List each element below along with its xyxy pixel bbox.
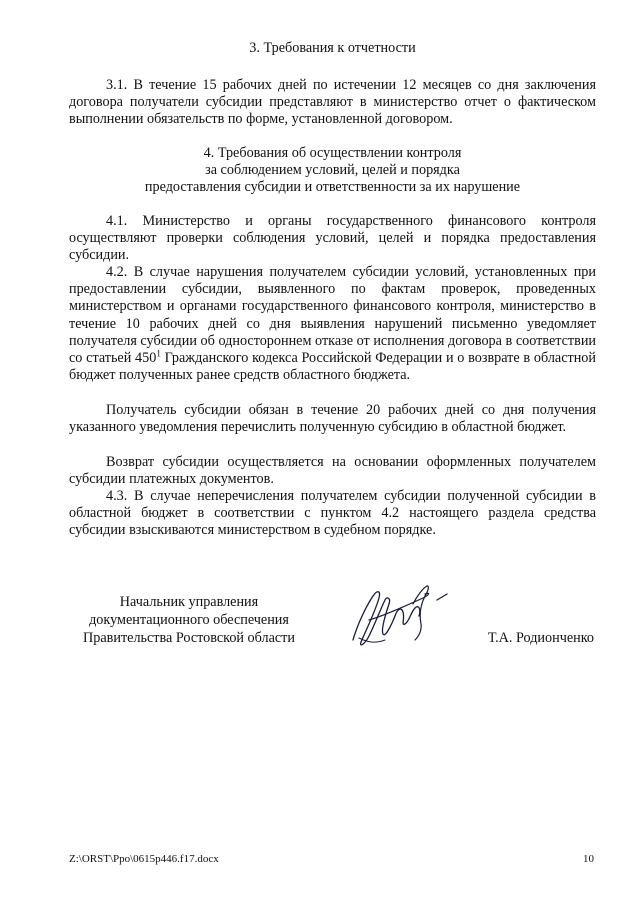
paragraph-obligation: Получатель субсидии обязан в течение 20 рабочих дней со дня получения указанного уведомления перечислить полученную субсидию в областной бюджет.: [69, 402, 596, 436]
paragraph-3-1: 3.1. В течение 15 рабочих дней по истечении 12 месяцев со дня заключения договора получатели субсидии представляют в министерство отчет о фактическом выполнении обязательств по форме, установленной договором.: [69, 77, 596, 128]
signatory-title-line-3: Правительства Ростовской области: [83, 630, 295, 646]
signature-block: [69, 593, 596, 653]
section-4-title-line-3: предоставления субсидии и ответственности за их нарушение: [144, 179, 521, 195]
paragraph-4-2-text-a: 4.2. В случае нарушения получателем субсидии условий, установленных при предоставлении субсидии, выявленного по фактам проверок, проведенных министерством и органами государственного финансового контроля, министерство в течение 10 рабочих дней со дня выявления нарушений письменно уведомляет получателя субсидии об одностороннем отказе от исполнения договора в соответствии со статьей 450: [69, 264, 596, 367]
section-4-title-line-1: 4. Требования об осуществлении контроля: [203, 145, 462, 161]
paragraph-4-3: 4.3. В случае неперечисления получателем субсидии полученной субсидии в областной бюджет в соответствии с пунктом 4.2 настоящего раздела средства субсидии взыскиваются министерством в судебном порядке.: [69, 488, 596, 539]
section-4-title-line-2: за соблюдением условий, целей и порядка: [205, 162, 460, 178]
article-superscript: 1: [156, 348, 161, 359]
section-4-heading: [69, 145, 596, 196]
paragraph-4-1: 4.1. Министерство и органы государственного финансового контроля осуществляют проверки соблюдения условий, целей и порядка предоставления субсидии.: [69, 213, 596, 264]
section-3-title: 3. Требования к отчетности: [249, 40, 416, 56]
section-3-heading: [69, 40, 596, 57]
handwritten-signature-icon: [339, 578, 459, 658]
paragraph-return: Возврат субсидии осуществляется на основании оформленных получателем субсидии платежных документов.: [69, 454, 596, 488]
signatory-title-line-1: Начальник управления: [119, 594, 259, 610]
footer-file-path: Z:\ORST\Ppo\0615p446.f17.docx: [69, 853, 219, 865]
signatory-title-line-2: документационного обеспечения: [89, 612, 289, 628]
paragraph-4-2-text-b: Гражданского кодекса Российской Федерации и о возврате в областной бюджет полученных ранее средств областного бюджета.: [69, 350, 596, 384]
signatory-title: [69, 593, 309, 647]
signatory-name: Т.А. Родионченко: [487, 630, 594, 646]
document-page: [69, 0, 596, 905]
page-number: 10: [583, 853, 594, 865]
paragraph-4-2: [69, 264, 596, 384]
